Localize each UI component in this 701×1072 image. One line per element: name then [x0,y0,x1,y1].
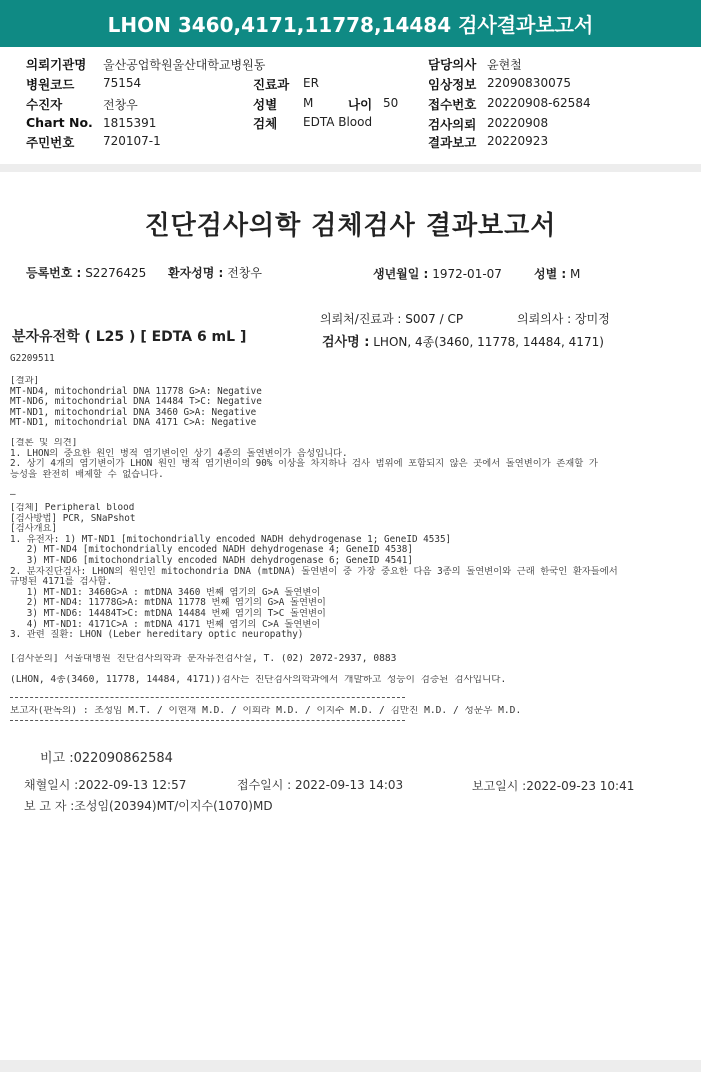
patient-name-label: 환자성명 : [168,266,224,280]
doctor-label: 담당의사 [428,57,477,72]
divider-bottom [10,720,405,721]
age-value: 50 [383,96,399,110]
hospital-label: 의뢰기관명 [26,57,87,72]
rrn-label: 주민번호 [26,135,75,150]
patient-sex-value: M [570,267,581,281]
collected-datetime: 채혈일시 :2022-09-13 12:57 [24,778,187,792]
request-date-label: 검사의뢰 [428,117,477,132]
received-datetime: 접수일시 : 2022-09-13 14:03 [237,778,404,792]
registration-no [26,264,146,281]
rrn-value: 720107-1 [103,134,161,148]
hospital-value: 울산공업학원울산대학교병원동 [103,58,266,72]
clinical-info-value: 22090830075 [487,76,571,90]
sex-label: 성별 [253,97,278,112]
report-title: 진단검사의학 검체검사 결과보고서 [144,211,557,241]
patient-sex-label: 성별 : [534,267,567,281]
result-block: [결과] MT-ND4, mitochondrial DNA 11778 G>A: Negative MT-ND6, mitochondrial DNA 14484 T>C: Negative MT-ND1, mitochondrial DNA 3460 G>A: Negative MT-ND1, mitochondrial DNA 4171 C>A: Negative [10,376,262,429]
clinical-info-label: 임상정보 [428,77,477,92]
test-name-label: 검사명 : [322,335,370,350]
remarks-value: 022090862584 [73,751,173,766]
birth-date [373,265,502,282]
referring-doctor: 의뢰의사 : 장미정 [517,312,610,326]
patient-name [168,264,262,281]
receipt-no-label: 접수번호 [428,97,477,112]
hospital-code-value: 75154 [103,76,142,90]
patient-value: 전창우 [103,98,138,112]
receipt-no-value: 20220908-62584 [487,96,591,110]
sex-value: M [303,96,314,110]
registration-no-value: S2276425 [85,266,147,280]
divider-top [10,697,405,698]
inquiry-line: [검사문의] 서울대병원 진단검사의학과 분자유전검사실, T. (02) 2072-2937, 0883 [10,654,397,664]
remarks-label: 비고 : [40,751,74,766]
request-date-value: 20220908 [487,116,549,130]
patient-sex [534,265,580,282]
reporter [24,797,273,814]
report-banner-title: LHON 3460,4171,11778,14484 검사결과보고서 [0,0,701,47]
reporters-line: 보고자(판독의) : 조성임 M.T. / 이현재 M.D. / 이희라 M.D. / 이지수 M.D. / 김만진 M.D. / 성문우 M.D. [10,706,522,716]
age-label: 나이 [348,97,373,112]
doctor-value: 윤현철 [487,58,522,72]
report-date-label: 결과보고 [428,135,477,150]
reported-datetime: 보고일시 :2022-09-23 10:41 [472,779,635,793]
reporter-value: 조성임(20394)MT/이지수(1070)MD [74,799,273,813]
chart-no-value: 1815391 [103,116,157,130]
hospital-code-label: 병원코드 [26,77,75,92]
dept-value: ER [303,76,319,90]
test-name-value: LHON, 4종(3460, 11778, 14484, 4171) [373,335,604,349]
test-name [322,331,604,350]
conclusion-block: [결론 및 의견] 1. LHON의 중요한 원인 병적 염기변이인 상기 4종의 돌연변이가 음성입니다. 2. 상기 4개의 염기변이가 LHON 원인 병적 염기변이의 90% 이상을 차지하나 검사 범위에 포함되지 않은 곳에서 돌연변이가 존재할 가 능성을 완전히 배제할 수 없습니다. [10,438,598,480]
sample-id: G2209511 [10,354,55,364]
separator-dash: — [10,490,16,500]
specimen-value: EDTA Blood [303,115,373,129]
referring-dept: 의뢰처/진료과 : S007 / CP [320,312,464,326]
patient-name-value: 전창우 [227,266,262,280]
page-bottom-band [0,1060,701,1072]
birth-date-value: 1972-01-07 [432,267,502,281]
remarks [40,747,173,766]
dept-label: 진료과 [253,77,290,92]
specimen-label: 검체 [253,116,278,131]
header-divider [0,164,701,172]
method-block: [검체] Peripheral blood [검사방법] PCR, SNaPshot [검사개요] 1. 유전자: 1) MT-ND1 [mitochondrially encoded NADH dehydrogenase 1; GeneID 4535] 2) MT-ND4 [mitochondrially encoded NADH dehydrogenase 4; GeneID 4538] 3) MT-ND6 [mitochondrially encoded NADH dehydrogenase 6; GeneID 4541] 2. 분자진단검사: LHON의 원인인 mitochondria DNA (mtDNA) 돌연변이 중 가장 중요한 다음 3종의 돌연변이와 근래 한국인 환자들에서 규명된 4171를 검사함. 1) MT-ND1: 3460G>A : mtDNA 3460 번째 염기의 G>A 돌연변이 2) MT-ND4: 11778G>A: mtDNA 11778 번째 염기의 G>A 돌연변이 3) MT-ND6: 14484T>C: mtDNA 14484 번째 염기의 T>C 돌연변이 4) MT-ND1: 4171C>A : mtDNA 4171 번째 염기의 C>A 돌연변이 3. 관련 질환: LHON (Leber hereditary optic neuropathy) [10,503,618,641]
validation-line: (LHON, 4종(3460, 11778, 14484, 4171))검사는 진단검사의학과에서 개발하고 성능이 검증된 검사입니다. [10,675,507,685]
report-date-value: 20220923 [487,134,549,148]
registration-no-label: 등록번호 : [26,266,82,280]
section-title: 분자유전학 ( L25 ) [ EDTA 6 mL ] [12,329,247,345]
reporter-label: 보 고 자 : [24,799,75,813]
patient-label: 수진자 [26,97,63,112]
birth-date-label: 생년월일 : [373,267,429,281]
chart-no-label: Chart No. [26,115,93,130]
